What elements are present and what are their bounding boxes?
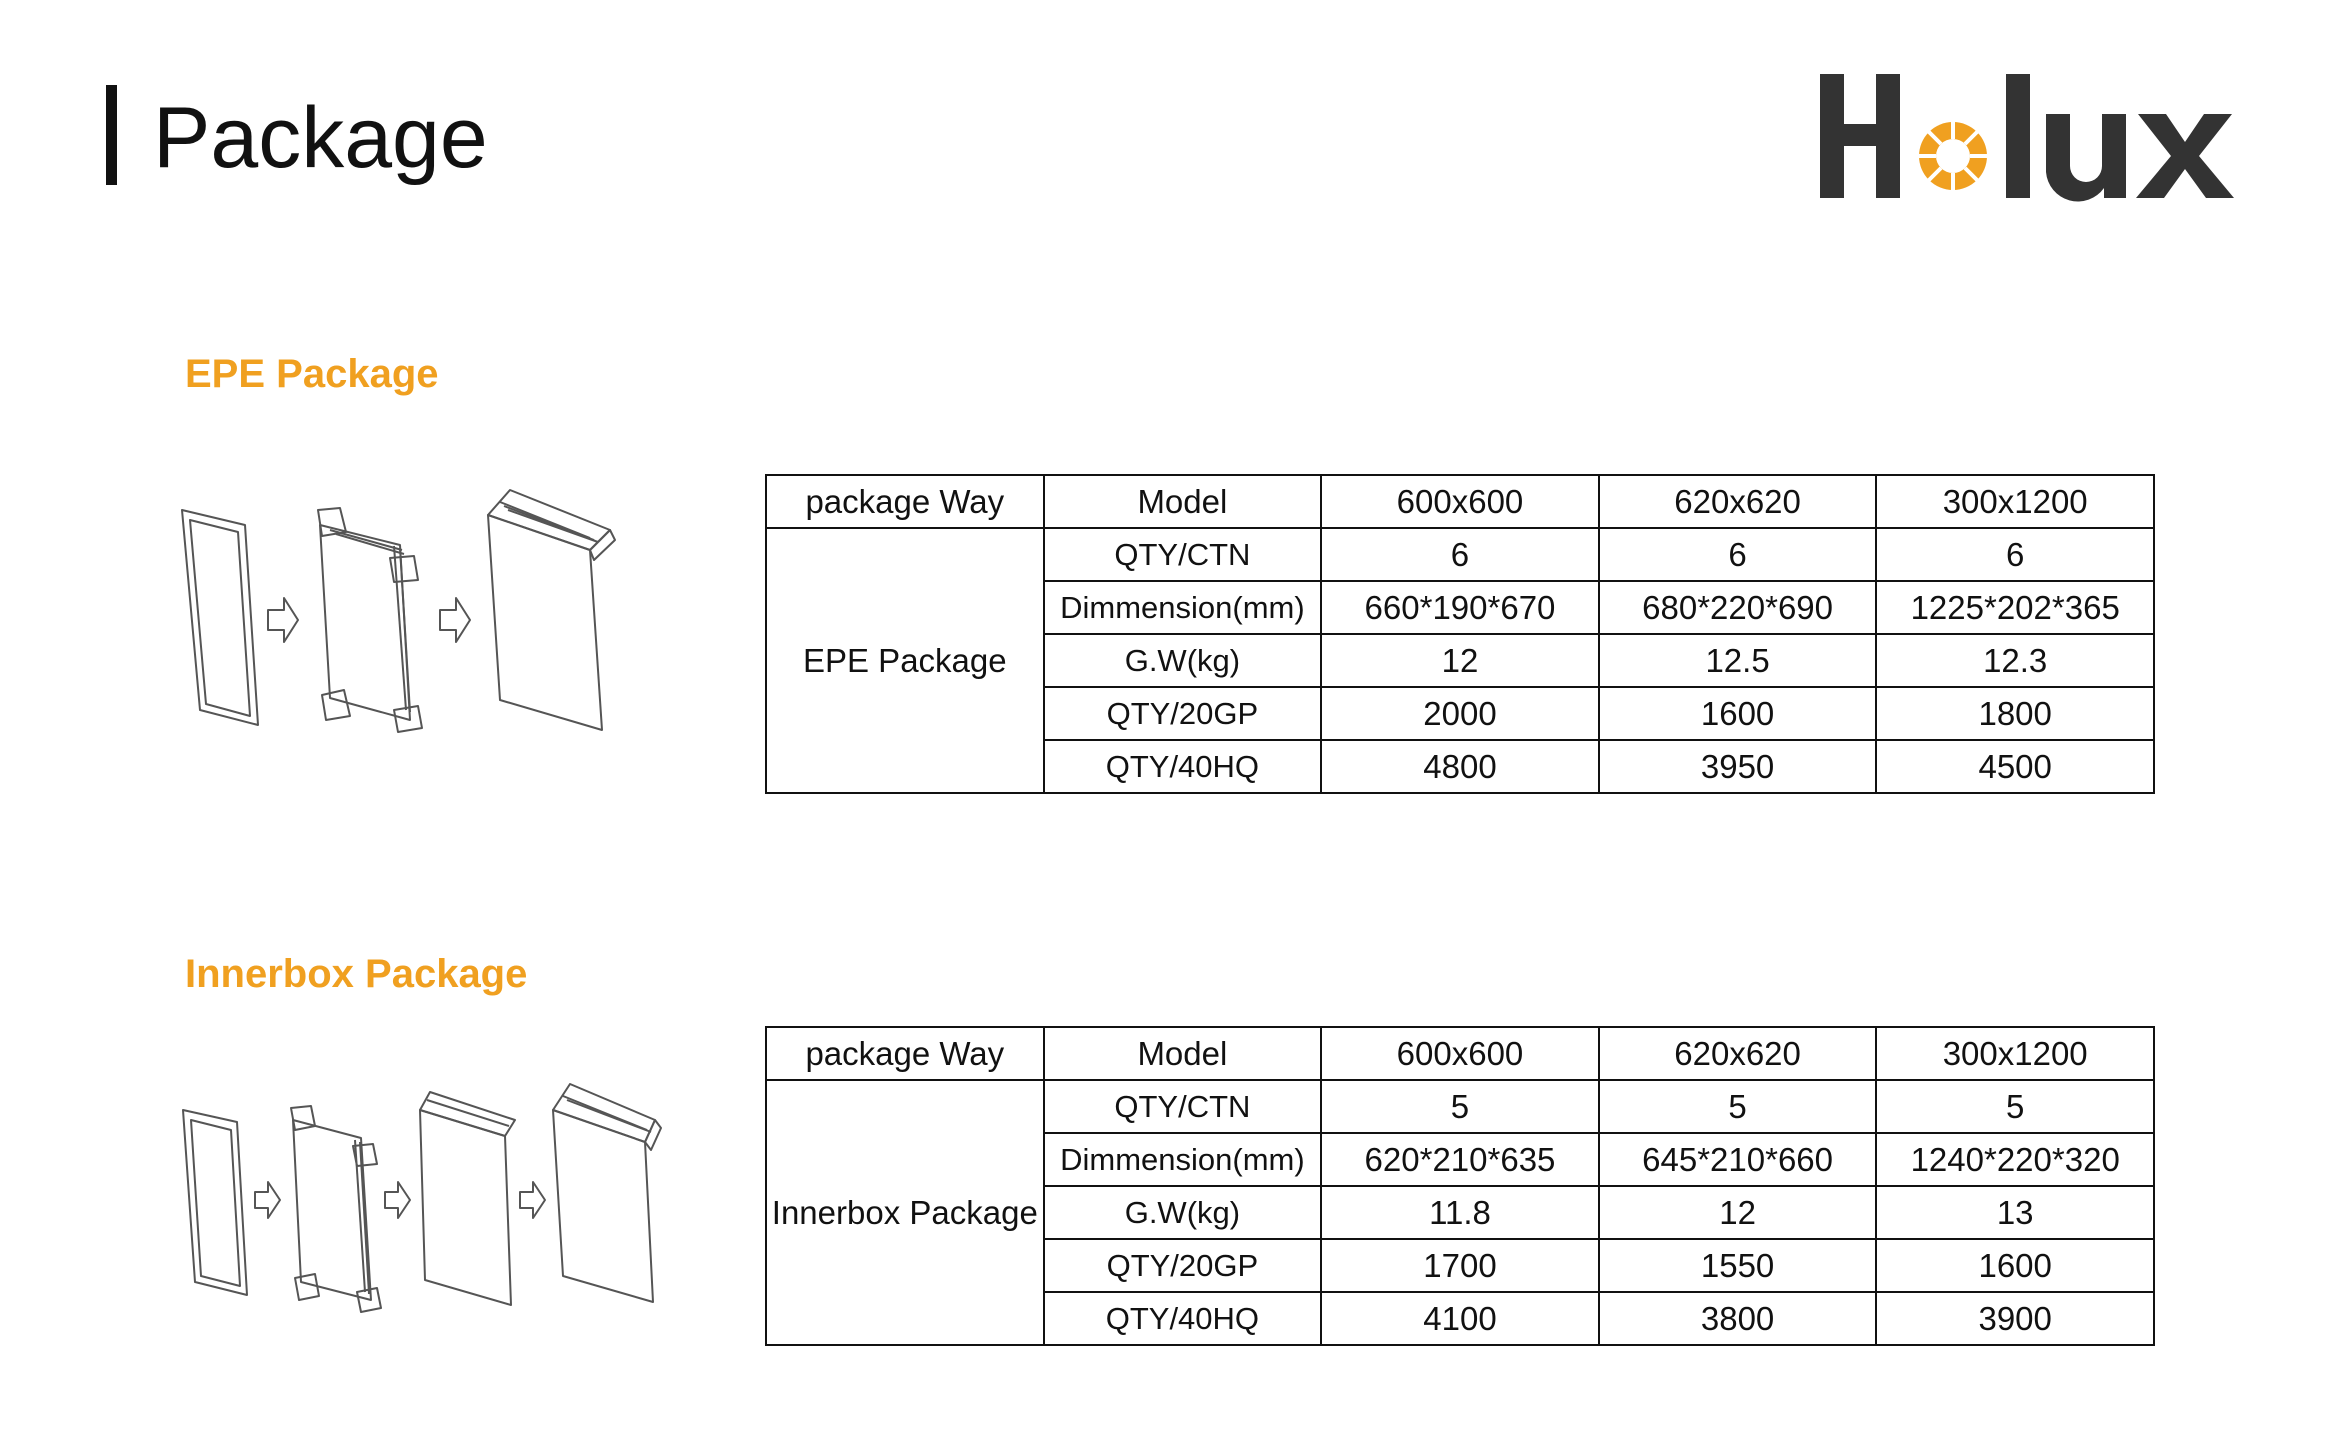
table-row: [766, 528, 2154, 581]
table-cell: 5: [1321, 1080, 1599, 1133]
header-cell: 300x1200: [1876, 475, 2154, 528]
epe-package-table: [765, 474, 2155, 794]
table-cell: 4800: [1321, 740, 1599, 793]
package-way-cell: Innerbox Package: [766, 1080, 1044, 1345]
row-label: Dimmension(mm): [1044, 581, 1322, 634]
section-title-innerbox: Innerbox Package: [185, 952, 528, 996]
header-cell: 600x600: [1321, 1027, 1599, 1080]
table-cell: 1550: [1599, 1239, 1877, 1292]
package-way-cell: EPE Package: [766, 528, 1044, 793]
table-cell: 4500: [1876, 740, 2154, 793]
table-cell: 620*210*635: [1321, 1133, 1599, 1186]
table-header-row: [766, 1027, 2154, 1080]
table-cell: 5: [1876, 1080, 2154, 1133]
header-cell: Model: [1044, 1027, 1322, 1080]
table-cell: 11.8: [1321, 1186, 1599, 1239]
header-cell: 600x600: [1321, 475, 1599, 528]
row-label: QTY/20GP: [1044, 1239, 1322, 1292]
table-header-row: [766, 475, 2154, 528]
holux-logo: [1820, 74, 2240, 204]
table-cell: 12: [1599, 1186, 1877, 1239]
table-cell: 13: [1876, 1186, 2154, 1239]
table-cell: 1600: [1599, 687, 1877, 740]
table-cell: 12.3: [1876, 634, 2154, 687]
row-label: QTY/20GP: [1044, 687, 1322, 740]
table-cell: 5: [1599, 1080, 1877, 1133]
table-cell: 1240*220*320: [1876, 1133, 2154, 1186]
table-cell: 1225*202*365: [1876, 581, 2154, 634]
innerbox-package-illustration: [175, 1080, 675, 1320]
page-title: Package: [153, 90, 488, 186]
table-cell: 3800: [1599, 1292, 1877, 1345]
table-cell: 1700: [1321, 1239, 1599, 1292]
header-cell: 620x620: [1599, 1027, 1877, 1080]
table-cell: 645*210*660: [1599, 1133, 1877, 1186]
header-cell: package Way: [766, 1027, 1044, 1080]
row-label: QTY/40HQ: [1044, 1292, 1322, 1345]
table-cell: 12.5: [1599, 634, 1877, 687]
table-cell: 1600: [1876, 1239, 2154, 1292]
table-cell: 12: [1321, 634, 1599, 687]
row-label: G.W(kg): [1044, 634, 1322, 687]
table-cell: 4100: [1321, 1292, 1599, 1345]
header-cell: 300x1200: [1876, 1027, 2154, 1080]
header-cell: Model: [1044, 475, 1322, 528]
row-label: QTY/CTN: [1044, 1080, 1322, 1133]
row-label: G.W(kg): [1044, 1186, 1322, 1239]
table-cell: 3950: [1599, 740, 1877, 793]
header-cell: 620x620: [1599, 475, 1877, 528]
section-title-epe: EPE Package: [185, 352, 439, 396]
innerbox-package-table: [765, 1026, 2155, 1346]
table-cell: 660*190*670: [1321, 581, 1599, 634]
table-cell: 2000: [1321, 687, 1599, 740]
row-label: QTY/CTN: [1044, 528, 1322, 581]
table-cell: 1800: [1876, 687, 2154, 740]
epe-package-illustration: [170, 480, 630, 740]
table-cell: 680*220*690: [1599, 581, 1877, 634]
header-cell: package Way: [766, 475, 1044, 528]
row-label: QTY/40HQ: [1044, 740, 1322, 793]
table-cell: 6: [1876, 528, 2154, 581]
table-cell: 3900: [1876, 1292, 2154, 1345]
table-row: [766, 1080, 2154, 1133]
title-accent-bar: [106, 85, 117, 185]
row-label: Dimmension(mm): [1044, 1133, 1322, 1186]
table-cell: 6: [1599, 528, 1877, 581]
table-cell: 6: [1321, 528, 1599, 581]
